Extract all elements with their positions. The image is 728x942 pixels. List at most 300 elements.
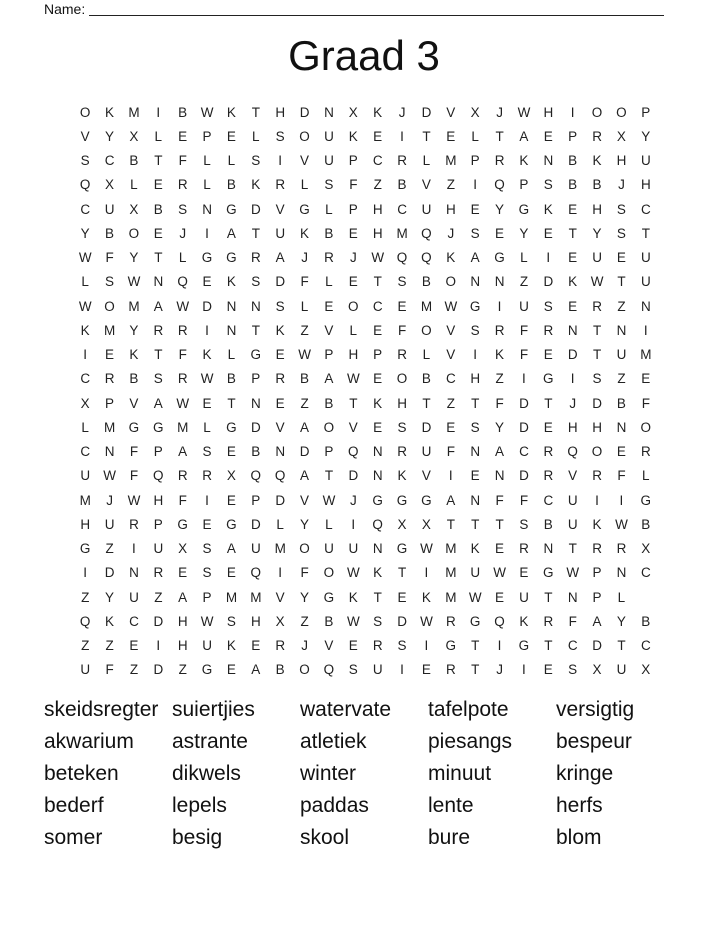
grid-letter[interactable]: V bbox=[348, 419, 358, 435]
grid-letter[interactable]: W bbox=[127, 274, 141, 290]
grid-letter[interactable]: P bbox=[324, 347, 334, 363]
grid-letter[interactable]: Y bbox=[300, 516, 310, 532]
grid-letter[interactable]: S bbox=[348, 662, 358, 678]
grid-letter[interactable]: E bbox=[226, 565, 236, 581]
grid-letter[interactable]: G bbox=[177, 516, 188, 532]
grid-letter[interactable]: K bbox=[251, 177, 261, 193]
grid-letter[interactable]: E bbox=[226, 128, 236, 144]
grid-letter[interactable]: E bbox=[105, 347, 115, 363]
grid-letter[interactable]: U bbox=[567, 516, 578, 532]
grid-letter[interactable]: U bbox=[80, 468, 91, 484]
grid-letter[interactable]: L bbox=[300, 298, 309, 314]
grid-letter[interactable]: F bbox=[105, 250, 114, 266]
grid-letter[interactable]: H bbox=[567, 419, 578, 435]
grid-letter[interactable]: L bbox=[300, 177, 309, 193]
grid-letter[interactable]: B bbox=[226, 177, 236, 193]
grid-letter[interactable]: Z bbox=[300, 613, 309, 629]
grid-letter[interactable]: C bbox=[372, 153, 383, 169]
grid-letter[interactable]: X bbox=[641, 662, 651, 678]
grid-letter[interactable]: S bbox=[105, 274, 115, 290]
grid-letter[interactable]: R bbox=[324, 250, 334, 266]
grid-letter[interactable]: F bbox=[641, 395, 650, 411]
grid-letter[interactable]: G bbox=[518, 638, 530, 654]
grid-letter[interactable]: W bbox=[176, 395, 190, 411]
grid-letter[interactable]: N bbox=[543, 153, 554, 169]
grid-letter[interactable]: I bbox=[570, 104, 575, 120]
grid-letter[interactable]: E bbox=[543, 347, 553, 363]
grid-letter[interactable]: G bbox=[396, 541, 408, 557]
grid-letter[interactable]: E bbox=[543, 419, 553, 435]
grid-letter[interactable]: U bbox=[250, 541, 261, 557]
grid-letter[interactable]: V bbox=[446, 104, 456, 120]
grid-letter[interactable]: R bbox=[275, 177, 286, 193]
grid-letter[interactable]: X bbox=[470, 104, 480, 120]
grid-letter[interactable]: S bbox=[568, 662, 578, 678]
grid-letter[interactable]: X bbox=[275, 613, 285, 629]
grid-letter[interactable]: N bbox=[470, 444, 481, 460]
grid-letter[interactable]: S bbox=[543, 298, 553, 314]
grid-letter[interactable]: V bbox=[275, 201, 285, 217]
grid-letter[interactable]: H bbox=[177, 613, 188, 629]
grid-letter[interactable]: S bbox=[251, 274, 261, 290]
grid-letter[interactable]: T bbox=[154, 347, 163, 363]
grid-letter[interactable]: R bbox=[519, 541, 529, 557]
name-blank-line[interactable] bbox=[89, 3, 664, 16]
grid-letter[interactable]: Z bbox=[519, 274, 529, 290]
grid-letter[interactable]: Y bbox=[105, 589, 115, 605]
grid-letter[interactable]: B bbox=[300, 371, 310, 387]
grid-letter[interactable]: D bbox=[275, 492, 286, 508]
grid-letter[interactable]: O bbox=[323, 419, 335, 435]
grid-letter[interactable]: Q bbox=[494, 177, 505, 193]
grid-letter[interactable]: R bbox=[202, 468, 212, 484]
grid-letter[interactable]: V bbox=[129, 395, 139, 411]
grid-letter[interactable]: C bbox=[80, 444, 91, 460]
grid-letter[interactable]: E bbox=[470, 468, 480, 484]
grid-letter[interactable]: T bbox=[544, 395, 553, 411]
grid-letter[interactable]: W bbox=[371, 250, 385, 266]
grid-letter[interactable]: S bbox=[592, 371, 602, 387]
grid-letter[interactable]: A bbox=[324, 371, 334, 387]
grid-letter[interactable]: I bbox=[156, 638, 161, 654]
grid-letter[interactable]: I bbox=[424, 638, 429, 654]
grid-letter[interactable]: I bbox=[205, 322, 209, 338]
grid-letter[interactable]: O bbox=[616, 104, 627, 120]
grid-letter[interactable]: T bbox=[251, 104, 260, 120]
grid-letter[interactable]: X bbox=[105, 177, 115, 193]
grid-letter[interactable]: J bbox=[349, 492, 357, 508]
grid-letter[interactable]: X bbox=[129, 201, 139, 217]
grid-letter[interactable]: B bbox=[129, 371, 139, 387]
grid-letter[interactable]: C bbox=[80, 201, 91, 217]
grid-letter[interactable]: I bbox=[400, 128, 404, 144]
grid-letter[interactable]: A bbox=[226, 541, 236, 557]
grid-letter[interactable]: W bbox=[566, 565, 580, 581]
grid-letter[interactable]: M bbox=[79, 492, 91, 508]
grid-letter[interactable]: N bbox=[470, 274, 481, 290]
grid-letter[interactable]: O bbox=[323, 565, 335, 581]
grid-letter[interactable]: K bbox=[105, 104, 115, 120]
grid-letter[interactable]: W bbox=[517, 104, 531, 120]
grid-letter[interactable]: U bbox=[592, 250, 602, 266]
grid-letter[interactable]: X bbox=[80, 395, 90, 411]
grid-letter[interactable]: E bbox=[568, 298, 578, 314]
grid-letter[interactable]: E bbox=[568, 201, 578, 217]
grid-letter[interactable]: B bbox=[226, 371, 236, 387]
grid-letter[interactable]: P bbox=[568, 128, 578, 144]
grid-letter[interactable]: R bbox=[129, 516, 139, 532]
grid-letter[interactable]: U bbox=[640, 153, 651, 169]
grid-letter[interactable]: K bbox=[543, 201, 553, 217]
grid-letter[interactable]: C bbox=[445, 371, 456, 387]
grid-letter[interactable]: S bbox=[397, 274, 407, 290]
grid-letter[interactable]: L bbox=[178, 250, 187, 266]
grid-letter[interactable]: A bbox=[226, 225, 236, 241]
grid-letter[interactable]: D bbox=[348, 468, 359, 484]
grid-letter[interactable]: L bbox=[203, 153, 211, 169]
grid-letter[interactable]: P bbox=[373, 347, 383, 363]
grid-letter[interactable]: T bbox=[471, 395, 480, 411]
grid-letter[interactable]: G bbox=[469, 298, 481, 314]
grid-letter[interactable]: K bbox=[129, 347, 139, 363]
grid-letter[interactable]: R bbox=[592, 541, 602, 557]
grid-letter[interactable]: D bbox=[519, 395, 529, 411]
grid-letter[interactable]: E bbox=[251, 638, 261, 654]
grid-letter[interactable]: Z bbox=[105, 638, 114, 654]
grid-letter[interactable]: N bbox=[129, 565, 139, 581]
grid-letter[interactable]: F bbox=[495, 492, 504, 508]
grid-letter[interactable]: H bbox=[445, 201, 456, 217]
grid-letter[interactable]: E bbox=[543, 662, 553, 678]
grid-letter[interactable]: B bbox=[324, 395, 334, 411]
grid-letter[interactable]: U bbox=[80, 662, 91, 678]
grid-letter[interactable]: T bbox=[495, 128, 504, 144]
grid-letter[interactable]: U bbox=[324, 541, 334, 557]
grid-letter[interactable]: V bbox=[568, 468, 578, 484]
grid-letter[interactable]: T bbox=[324, 468, 334, 484]
grid-letter[interactable]: R bbox=[275, 371, 286, 387]
grid-letter[interactable]: E bbox=[568, 250, 578, 266]
grid-letter[interactable]: N bbox=[226, 298, 237, 314]
grid-letter[interactable]: W bbox=[346, 371, 360, 387]
grid-letter[interactable]: S bbox=[324, 177, 334, 193]
grid-letter[interactable]: N bbox=[494, 274, 505, 290]
grid-letter[interactable]: D bbox=[519, 419, 529, 435]
grid-letter[interactable]: X bbox=[178, 541, 188, 557]
grid-letter[interactable]: U bbox=[202, 638, 212, 654]
grid-letter[interactable]: D bbox=[592, 638, 602, 654]
grid-letter[interactable]: E bbox=[397, 298, 407, 314]
grid-letter[interactable]: L bbox=[617, 589, 626, 605]
grid-letter[interactable]: R bbox=[177, 371, 188, 387]
grid-letter[interactable]: S bbox=[275, 128, 285, 144]
grid-letter[interactable]: S bbox=[275, 298, 285, 314]
grid-letter[interactable]: R bbox=[494, 153, 505, 169]
grid-letter[interactable]: F bbox=[519, 492, 529, 508]
grid-letter[interactable]: Z bbox=[300, 322, 309, 338]
grid-letter[interactable]: P bbox=[592, 565, 602, 581]
grid-letter[interactable]: I bbox=[497, 298, 502, 314]
grid-letter[interactable]: O bbox=[299, 128, 310, 144]
grid-letter[interactable]: Y bbox=[592, 225, 602, 241]
grid-letter[interactable]: T bbox=[349, 395, 358, 411]
grid-letter[interactable]: E bbox=[373, 322, 383, 338]
grid-letter[interactable]: C bbox=[80, 371, 91, 387]
grid-letter[interactable]: C bbox=[640, 638, 651, 654]
grid-letter[interactable]: E bbox=[543, 128, 553, 144]
grid-letter[interactable]: R bbox=[153, 565, 164, 581]
grid-letter[interactable]: L bbox=[325, 201, 333, 217]
grid-letter[interactable]: Z bbox=[300, 395, 309, 411]
grid-letter[interactable]: A bbox=[495, 444, 505, 460]
grid-letter[interactable]: U bbox=[104, 516, 115, 532]
grid-letter[interactable]: X bbox=[641, 541, 651, 557]
grid-letter[interactable]: N bbox=[275, 444, 286, 460]
grid-letter[interactable]: C bbox=[519, 444, 529, 460]
grid-letter[interactable]: R bbox=[494, 322, 505, 338]
grid-letter[interactable]: H bbox=[275, 104, 286, 120]
grid-letter[interactable]: E bbox=[129, 638, 139, 654]
grid-letter[interactable]: M bbox=[250, 589, 262, 605]
grid-letter[interactable]: V bbox=[421, 177, 431, 193]
grid-letter[interactable]: E bbox=[495, 225, 505, 241]
grid-letter[interactable]: E bbox=[397, 589, 407, 605]
grid-letter[interactable]: D bbox=[592, 395, 602, 411]
grid-letter[interactable]: N bbox=[616, 322, 627, 338]
grid-letter[interactable]: R bbox=[592, 468, 602, 484]
grid-letter[interactable]: I bbox=[522, 371, 526, 387]
grid-letter[interactable]: Z bbox=[178, 662, 187, 678]
grid-letter[interactable]: T bbox=[373, 589, 382, 605]
grid-letter[interactable]: C bbox=[129, 613, 139, 629]
grid-letter[interactable]: Y bbox=[641, 128, 651, 144]
grid-letter[interactable]: R bbox=[445, 662, 456, 678]
grid-letter[interactable]: I bbox=[205, 225, 209, 241]
grid-letter[interactable]: I bbox=[351, 516, 356, 532]
grid-letter[interactable]: G bbox=[396, 492, 408, 508]
grid-letter[interactable]: R bbox=[177, 177, 188, 193]
grid-letter[interactable]: T bbox=[592, 347, 602, 363]
grid-letter[interactable]: V bbox=[300, 492, 310, 508]
grid-letter[interactable]: K bbox=[421, 589, 431, 605]
grid-letter[interactable]: S bbox=[251, 153, 261, 169]
grid-letter[interactable]: T bbox=[568, 225, 577, 241]
grid-letter[interactable]: T bbox=[422, 395, 431, 411]
grid-letter[interactable]: R bbox=[104, 371, 115, 387]
grid-letter[interactable]: H bbox=[592, 419, 602, 435]
grid-letter[interactable]: R bbox=[177, 468, 188, 484]
grid-letter[interactable]: L bbox=[471, 128, 479, 144]
grid-letter[interactable]: U bbox=[275, 225, 286, 241]
grid-letter[interactable]: S bbox=[543, 177, 553, 193]
grid-letter[interactable]: L bbox=[349, 322, 358, 338]
grid-letter[interactable]: B bbox=[421, 371, 431, 387]
grid-letter[interactable]: Y bbox=[300, 589, 310, 605]
grid-letter[interactable]: G bbox=[226, 516, 237, 532]
grid-letter[interactable]: M bbox=[103, 419, 116, 435]
grid-letter[interactable]: B bbox=[568, 177, 578, 193]
grid-letter[interactable]: U bbox=[640, 274, 651, 290]
grid-letter[interactable]: M bbox=[420, 298, 433, 314]
grid-letter[interactable]: E bbox=[519, 565, 529, 581]
grid-letter[interactable]: Z bbox=[129, 662, 139, 678]
grid-letter[interactable]: K bbox=[226, 274, 236, 290]
grid-letter[interactable]: W bbox=[176, 298, 190, 314]
grid-letter[interactable]: M bbox=[177, 419, 189, 435]
grid-letter[interactable]: L bbox=[325, 516, 333, 532]
grid-letter[interactable]: W bbox=[346, 613, 360, 629]
grid-letter[interactable]: H bbox=[250, 613, 261, 629]
grid-letter[interactable]: L bbox=[130, 177, 138, 193]
grid-letter[interactable]: X bbox=[397, 516, 407, 532]
grid-letter[interactable]: O bbox=[299, 662, 310, 678]
grid-letter[interactable]: U bbox=[421, 444, 432, 460]
grid-letter[interactable]: B bbox=[129, 153, 139, 169]
grid-letter[interactable]: S bbox=[153, 371, 163, 387]
grid-letter[interactable]: U bbox=[567, 492, 578, 508]
grid-letter[interactable]: R bbox=[543, 444, 554, 460]
grid-letter[interactable]: E bbox=[275, 347, 285, 363]
grid-letter[interactable]: A bbox=[251, 662, 261, 678]
grid-letter[interactable]: S bbox=[80, 153, 90, 169]
grid-letter[interactable]: I bbox=[473, 177, 478, 193]
grid-letter[interactable]: O bbox=[79, 104, 91, 120]
grid-letter[interactable]: O bbox=[640, 419, 652, 435]
grid-letter[interactable]: M bbox=[640, 347, 652, 363]
grid-letter[interactable]: E bbox=[446, 128, 456, 144]
grid-letter[interactable]: R bbox=[592, 128, 602, 144]
grid-letter[interactable]: U bbox=[324, 128, 334, 144]
grid-letter[interactable]: D bbox=[250, 419, 261, 435]
grid-letter[interactable]: Q bbox=[177, 274, 188, 290]
grid-letter[interactable]: G bbox=[128, 419, 140, 435]
grid-letter[interactable]: E bbox=[153, 177, 163, 193]
grid-letter[interactable]: R bbox=[543, 468, 554, 484]
grid-letter[interactable]: W bbox=[322, 492, 336, 508]
grid-letter[interactable]: Z bbox=[373, 177, 382, 193]
grid-letter[interactable]: G bbox=[421, 492, 432, 508]
grid-letter[interactable]: Q bbox=[79, 177, 91, 193]
grid-letter[interactable]: T bbox=[154, 153, 163, 169]
grid-letter[interactable]: F bbox=[397, 322, 407, 338]
grid-letter[interactable]: O bbox=[445, 274, 457, 290]
grid-letter[interactable]: V bbox=[421, 468, 431, 484]
grid-letter[interactable]: E bbox=[348, 638, 358, 654]
grid-letter[interactable]: T bbox=[251, 322, 260, 338]
grid-letter[interactable]: B bbox=[251, 444, 261, 460]
grid-letter[interactable]: S bbox=[470, 225, 480, 241]
grid-letter[interactable]: L bbox=[154, 128, 163, 144]
grid-letter[interactable]: F bbox=[129, 444, 139, 460]
grid-letter[interactable]: G bbox=[201, 250, 213, 266]
grid-letter[interactable]: U bbox=[616, 347, 627, 363]
grid-letter[interactable]: R bbox=[592, 298, 602, 314]
grid-letter[interactable]: X bbox=[592, 662, 602, 678]
grid-letter[interactable]: T bbox=[471, 662, 480, 678]
grid-letter[interactable]: T bbox=[397, 565, 407, 581]
grid-letter[interactable]: Q bbox=[274, 468, 286, 484]
grid-letter[interactable]: D bbox=[421, 419, 432, 435]
grid-letter[interactable]: E bbox=[495, 589, 505, 605]
grid-letter[interactable]: O bbox=[591, 104, 603, 120]
grid-letter[interactable]: F bbox=[519, 347, 529, 363]
grid-letter[interactable]: B bbox=[568, 153, 578, 169]
grid-letter[interactable]: D bbox=[202, 298, 212, 314]
grid-letter[interactable]: P bbox=[202, 128, 212, 144]
grid-letter[interactable]: W bbox=[78, 250, 92, 266]
grid-letter[interactable]: T bbox=[641, 225, 650, 241]
grid-letter[interactable]: R bbox=[543, 613, 554, 629]
grid-letter[interactable]: G bbox=[153, 419, 164, 435]
grid-letter[interactable]: E bbox=[373, 419, 383, 435]
grid-letter[interactable]: E bbox=[495, 541, 505, 557]
grid-letter[interactable]: G bbox=[640, 492, 652, 508]
grid-letter[interactable]: E bbox=[348, 225, 358, 241]
grid-letter[interactable]: K bbox=[373, 395, 383, 411]
grid-letter[interactable]: Y bbox=[105, 128, 115, 144]
grid-letter[interactable]: S bbox=[178, 201, 188, 217]
grid-letter[interactable]: G bbox=[250, 347, 262, 363]
grid-letter[interactable]: U bbox=[348, 541, 359, 557]
grid-letter[interactable]: A bbox=[300, 468, 310, 484]
grid-letter[interactable] bbox=[634, 585, 658, 609]
grid-letter[interactable]: T bbox=[544, 638, 553, 654]
grid-letter[interactable]: H bbox=[397, 395, 407, 411]
grid-letter[interactable]: K bbox=[568, 274, 578, 290]
grid-letter[interactable]: P bbox=[251, 492, 261, 508]
grid-letter[interactable]: O bbox=[591, 444, 603, 460]
grid-letter[interactable]: K bbox=[519, 153, 529, 169]
grid-letter[interactable]: P bbox=[202, 589, 212, 605]
grid-letter[interactable]: N bbox=[372, 541, 383, 557]
grid-letter[interactable]: Q bbox=[323, 662, 335, 678]
grid-letter[interactable]: Y bbox=[495, 419, 505, 435]
grid-letter[interactable]: N bbox=[543, 541, 554, 557]
grid-letter[interactable]: I bbox=[497, 638, 502, 654]
grid-letter[interactable]: R bbox=[177, 322, 188, 338]
grid-letter[interactable]: N bbox=[250, 298, 261, 314]
grid-letter[interactable]: N bbox=[616, 419, 627, 435]
grid-letter[interactable]: P bbox=[348, 153, 358, 169]
grid-letter[interactable]: D bbox=[250, 516, 261, 532]
grid-letter[interactable]: W bbox=[200, 613, 214, 629]
grid-letter[interactable]: S bbox=[202, 565, 212, 581]
grid-letter[interactable]: R bbox=[397, 347, 407, 363]
grid-letter[interactable]: W bbox=[103, 468, 116, 484]
grid-letter[interactable]: D bbox=[397, 613, 407, 629]
grid-letter[interactable]: E bbox=[470, 201, 480, 217]
grid-letter[interactable]: E bbox=[616, 444, 626, 460]
grid-letter[interactable]: Q bbox=[372, 516, 383, 532]
grid-letter[interactable]: F bbox=[300, 565, 309, 581]
grid-letter[interactable]: B bbox=[105, 225, 115, 241]
grid-letter[interactable]: I bbox=[546, 250, 551, 266]
grid-letter[interactable]: E bbox=[616, 250, 626, 266]
grid-letter[interactable]: W bbox=[468, 589, 482, 605]
grid-letter[interactable]: N bbox=[324, 104, 334, 120]
grid-letter[interactable]: D bbox=[519, 468, 529, 484]
grid-letter[interactable]: A bbox=[178, 444, 188, 460]
grid-letter[interactable]: K bbox=[592, 153, 602, 169]
grid-letter[interactable]: Q bbox=[396, 250, 408, 266]
grid-letter[interactable]: V bbox=[324, 638, 334, 654]
grid-letter[interactable]: G bbox=[323, 589, 335, 605]
grid-letter[interactable]: M bbox=[103, 322, 116, 338]
grid-letter[interactable]: M bbox=[445, 541, 457, 557]
grid-letter[interactable]: D bbox=[153, 613, 164, 629]
grid-letter[interactable]: K bbox=[592, 516, 602, 532]
grid-letter[interactable]: G bbox=[226, 419, 237, 435]
